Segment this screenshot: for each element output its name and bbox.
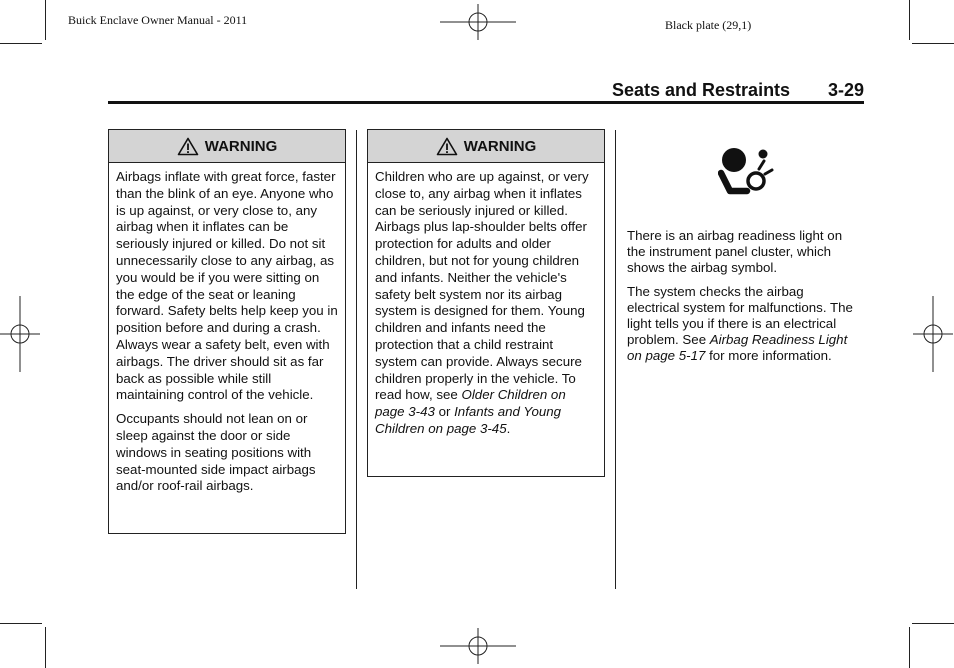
warning-paragraph	[375, 169, 597, 438]
warning-body	[368, 163, 604, 438]
page-number: 3-29	[828, 80, 865, 100]
crop-mark	[0, 43, 42, 44]
warning-heading: WARNING	[463, 137, 537, 155]
paragraph: There is an airbag readiness light on the instrument panel cluster, which shows the airbag symbol.	[627, 228, 843, 276]
registration-mark-left	[0, 296, 40, 372]
warning-box-airbag-force	[108, 129, 346, 534]
airbag-readiness-text	[627, 228, 857, 372]
warning-heading: WARNING	[204, 137, 278, 155]
crop-mark	[45, 627, 46, 668]
airbag-readiness-icon	[718, 145, 774, 201]
warning-header	[368, 130, 604, 163]
column-divider	[356, 130, 357, 589]
crop-mark	[909, 0, 910, 40]
registration-mark-top	[440, 4, 516, 40]
warning-text: .	[506, 420, 511, 436]
column-divider	[615, 130, 616, 589]
warning-text: Children who are up against, or very close to, any airbag when it inflates can be seriously injured or killed. Airbags plus lap-shoulder belts offer protection for adults and older children, but not for young children and infants. Neither the vehicle's safety belt system nor its airbag system is designed for them. Young children and infants need the protection that a child restraint system can provide. Always secure children properly in the vehicle. To read how, see	[375, 169, 589, 403]
crop-mark	[909, 627, 910, 668]
cross-reference-link[interactable]: Infants and Young Children on page 3-45	[375, 404, 562, 436]
crop-mark	[0, 623, 42, 624]
crop-mark	[45, 0, 46, 40]
registration-mark-bottom	[440, 628, 516, 664]
document-title: Buick Enclave Owner Manual - 2011	[68, 13, 248, 27]
paragraph	[627, 284, 857, 365]
crop-mark	[912, 43, 954, 44]
paragraph-text: The system checks the airbag electrical system for malfunctions. The light tells you if there is an electrical problem. See	[627, 283, 853, 348]
crop-mark	[912, 623, 954, 624]
cross-reference-link[interactable]: Older Children on page 3-43	[375, 387, 566, 420]
warning-triangle-icon	[436, 137, 458, 156]
header-rule	[108, 101, 864, 104]
registration-mark-right	[913, 296, 953, 372]
paragraph-text: for more information.	[705, 348, 832, 364]
warning-paragraph: Airbags inflate with great force, faster than the blink of an eye. Anyone who is up against, or very close to, any airbag when it inflates can be seriously injured or killed. Do not sit unnecessarily close to any airbag, as you would be if you were sitting on the edge of the seat or leaning forward. Safety belts help keep you in position before and during a crash. Always wear a safety belt, even with airbags. The driver should sit as far back as possible while still maintaining control of the vehicle.	[116, 169, 338, 403]
warning-paragraph: Occupants should not lean on or sleep against the door or side windows in seating positions with seat-mounted side impact airbags and/or roof-rail airbags.	[116, 411, 316, 494]
warning-triangle-icon	[177, 137, 199, 156]
warning-header	[109, 130, 345, 163]
cross-reference-link[interactable]: Airbag Readiness Light on page 5-17	[627, 332, 848, 364]
section-title: Seats and Restraints	[612, 80, 791, 100]
plate-label: Black plate (29,1)	[665, 18, 752, 32]
warning-text: or	[434, 404, 455, 420]
warning-body	[109, 163, 345, 495]
warning-box-children	[367, 129, 605, 477]
